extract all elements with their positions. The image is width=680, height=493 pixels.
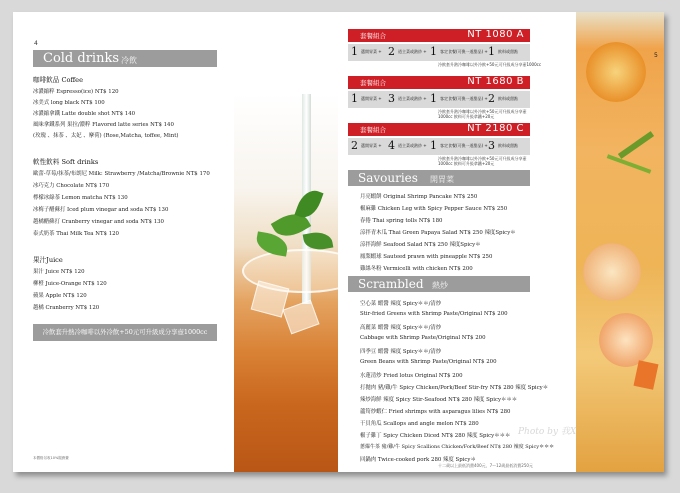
desc: 客定食餐(可換一道甜品) +: [440, 96, 488, 101]
list-item: 水蓮清炒 Fried lotus Original NT$ 200: [360, 373, 463, 379]
count: 1: [430, 92, 437, 105]
list-item: 涼拌青木瓜 Thai Green Papaya Salad NT$ 250 辣度Spicy＊: [360, 230, 516, 236]
set-c-content: [348, 138, 530, 155]
list-item: 回鍋肉 Twice-cooked pork 280 辣度 Spicy＊: [360, 457, 476, 463]
list-item: 椒麻雞 Chicken Leg with Spicy Pepper Sauce NT$ 250: [360, 206, 508, 212]
set-a-header: [348, 29, 530, 42]
carrot-shape: [634, 360, 659, 390]
count: 2: [351, 139, 358, 152]
photo-watermark: Photo by 我X: [518, 427, 577, 437]
count: 1: [488, 45, 495, 58]
list-item: Stir-fried Greens with Shrimp Paste/Original NT$ 200: [360, 311, 508, 317]
iced-tea-photo: [234, 94, 338, 472]
desc: 道主菜或熱炒 +: [398, 49, 427, 54]
soft-drinks-heading: 軟性飲料 Soft drinks: [33, 158, 99, 166]
list-item: 越橘醋蘇打 Cranberry vinegar and soda NT$ 130: [33, 219, 164, 225]
count: 1: [430, 139, 437, 152]
set-c-header: [348, 123, 530, 136]
list-item: 冰美式 long black NT$ 100: [33, 100, 105, 106]
savouries-header: [348, 170, 530, 186]
list-item: 果汁 Juice NT$ 120: [33, 269, 85, 275]
service-charge-note: 本價格另收10%服務費: [33, 456, 69, 460]
list-item: 空心菜 蝦醬 辣度 Spicy＊＊/清炒: [360, 301, 442, 307]
list-item: Cabbage with Shrimp Paste/Original NT$ 200: [360, 335, 486, 341]
juice-heading: 果汁Juice: [33, 256, 63, 264]
cold-drinks-subtitle: 冷飲: [121, 56, 137, 65]
food-shape: [586, 42, 646, 102]
list-item: 打拋肉 豬/雞/牛 Spicy Chicken/Pork/Beef Stir-fry NT$ 280 辣度 Spicy＊: [360, 385, 549, 391]
count: 1: [430, 45, 437, 58]
set-a-note: 冷飲套升熱冷咖啡以外冷飲+50元可升級成分享壺1000cc: [438, 62, 542, 67]
savouries-title: Savouries: [358, 171, 418, 185]
cold-drinks-title: Cold drinks: [43, 51, 120, 66]
count: 3: [388, 92, 395, 105]
desc: 選開胃菜 +: [361, 96, 382, 101]
set-b-content: [348, 91, 530, 108]
list-item: 風味拿鐵系列 果拉/濃粹 Flavored latte series NT$ 140: [33, 122, 174, 128]
set-a-label: 套餐組合: [360, 32, 386, 40]
fried-rice-photo: [576, 12, 664, 472]
ice-shape: [282, 300, 319, 335]
minimum-charge-note: 十二歲以上最低消費400元，7～12歲最低消費250元: [438, 463, 533, 468]
count: 1: [351, 45, 358, 58]
count: 2: [488, 92, 495, 105]
cold-drinks-note: 冷飲套升熱冷咖啡以外冷飲+50元可升級成分享壺1000cc: [33, 324, 217, 341]
desc: 客定食餐(可換一道甜品) +: [440, 49, 488, 54]
list-item: 泰式奶茶 Thai Milk Tea NT$ 120: [33, 231, 119, 237]
scrambled-header: [348, 276, 530, 292]
scrambled-title: Scrambled: [358, 277, 424, 291]
list-item: 冰濃縮粹 Espresso(ice) NT$ 120: [33, 89, 119, 95]
count: 1: [351, 92, 358, 105]
list-item: 椒子雞丁 Spicy Chicken Diced NT$ 280 辣度 Spicy＊＊＊: [360, 433, 511, 439]
list-item: 冰濃縮拿鐵 Latte double shot NT$ 140: [33, 111, 136, 117]
list-item: Green Beans with Shrimp Paste/Original NT$ 200: [360, 359, 497, 365]
desc: 道主菜或熱炒 +: [398, 96, 427, 101]
list-item: 涼拌海鮮 Seafood Salad NT$ 250 辣度Spicy＊: [360, 242, 481, 248]
list-item: 鳳梨蝦球 Sauteed prawn with pineapple NT$ 250: [360, 254, 493, 260]
list-item: 四季豆 蝦醬 辣度 Spicy＊＊/清炒: [360, 349, 442, 355]
list-item: 冰巧克力 Chocolate NT$ 170: [33, 183, 110, 189]
desc: 飲料或甜點: [498, 143, 518, 148]
shrimp-shape: [580, 242, 644, 302]
shrimp-shape: [596, 312, 656, 368]
desc: 客定食餐(可換一道甜品) +: [440, 143, 488, 148]
list-item: (玫瑰 、抹茶 、太妃 、摩荷) (Rose,Matcha, toffee, Mint): [33, 133, 179, 139]
set-a-content: [348, 44, 530, 61]
set-c-note: 冷飲套升熱冷咖啡以外冷飲+50元可升級成分享壺1000cc 飲料可升級拿鐵+20元: [438, 156, 527, 166]
set-b-price: NT 1680 B: [467, 76, 524, 87]
desc: 飲料或甜點: [498, 49, 518, 54]
set-b-label: 套餐組合: [360, 79, 386, 87]
right-page: [338, 12, 664, 472]
cold-drinks-header: [33, 50, 217, 67]
list-item: 蘋果 Apple NT$ 120: [33, 293, 87, 299]
list-item: 柳橙 Juice-Orange NT$ 120: [33, 281, 107, 287]
count: 3: [488, 139, 495, 152]
left-page: [13, 12, 338, 472]
count: 2: [388, 45, 395, 58]
list-item: 雞絲冬粉 Vermicelli with chicken NT$ 200: [360, 266, 473, 272]
page-number: 4: [34, 40, 38, 47]
savouries-subtitle: 開胃菜: [430, 175, 454, 184]
set-c-label: 套餐組合: [360, 126, 386, 134]
list-item: 冰梅子醋蘇打 Iced plum vinegar and soda NT$ 130: [33, 207, 169, 213]
list-item: 月亮蝦餅 Original Shrimp Pancake NT$ 250: [360, 194, 478, 200]
scrambled-subtitle: 熱炒: [432, 281, 448, 290]
count: 4: [388, 139, 395, 152]
desc: 選開胃菜 +: [361, 49, 382, 54]
set-b-note: 冷飲套升熱冷咖啡以外冷飲+50元可升級成分享壺1000cc 飲料可升級拿鐵+20元: [438, 109, 527, 119]
list-item: 春捲 Thai spring tolls NT$ 180: [360, 218, 443, 224]
herb-shape: [618, 131, 654, 159]
list-item: 高麗菜 蝦醬 辣度 Spicy＊＊/清炒: [360, 325, 442, 331]
desc: 選開胃菜 +: [361, 143, 382, 148]
list-item: 歐蕾-草莓/抹茶/布朗尼 Milk: Strawberry /Matcha/Brownie NT$ 170: [33, 171, 210, 177]
herb-shape: [607, 154, 652, 173]
desc: 道主菜或熱炒 +: [398, 143, 427, 148]
set-a-price: NT 1080 A: [467, 29, 524, 40]
desc: 飲料或甜點: [498, 96, 518, 101]
menu-spread: [13, 12, 664, 472]
list-item: 越橘 Cranberry NT$ 120: [33, 305, 100, 311]
coffee-heading: 咖啡飲品 Coffee: [33, 76, 83, 84]
list-item: 干貝角瓜 Scallops and angle melon NT$ 280: [360, 421, 479, 427]
list-item: 檸檬冰綠茶 Lemon matcha NT$ 130: [33, 195, 128, 201]
list-item: 辣炒海鮮 辣度 Spicy Stir-Seafood NT$ 280 辣度 Spicy＊＊＊: [360, 397, 518, 403]
page-number: 5: [654, 52, 658, 59]
set-b-header: [348, 76, 530, 89]
set-c-price: NT 2180 C: [467, 123, 524, 134]
list-item: 蘆筍炒蝦仁 Fried shrimps with asparagus lilies NT$ 280: [360, 409, 511, 415]
list-item: 蔥爆牛茶 豬/雞/牛 Spicy Scallions Chicken/Fork/Beef NT$ 280 辣度 Spicy＊＊＊: [360, 444, 555, 450]
